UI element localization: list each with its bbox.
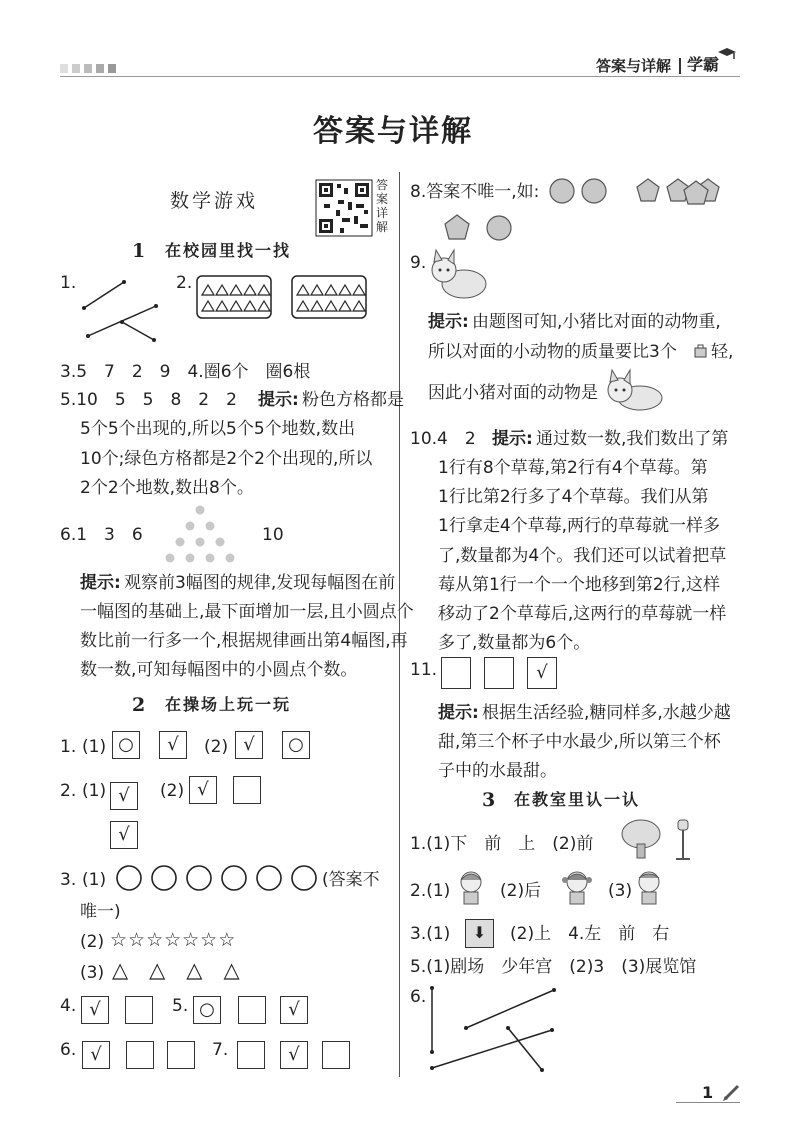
p7-box-2: √ bbox=[280, 1041, 308, 1069]
p3-circles bbox=[114, 863, 324, 893]
p2-b: (2) bbox=[160, 781, 185, 801]
s6-matching-lines bbox=[420, 980, 570, 1080]
p1-box-4: ○ bbox=[282, 731, 310, 759]
header-squares bbox=[60, 64, 120, 74]
corgi-dog-icon bbox=[426, 248, 492, 304]
r9-hint-l1: 由题图可知,小猪比对面的动物重, bbox=[472, 312, 721, 332]
qr-code-icon bbox=[316, 180, 374, 236]
s5-answers: 5.(1)剧场 少年宫 (2)3 (3)展览馆 bbox=[410, 957, 697, 977]
r9-hint-l2: 所以对面的小动物的质量要比3个 bbox=[428, 342, 677, 362]
p7-box-3 bbox=[322, 1041, 350, 1069]
r11-box-2 bbox=[484, 657, 514, 689]
p1-b: (2) bbox=[204, 737, 229, 757]
p4-label: 4. bbox=[60, 996, 77, 1016]
q2-triangle-grid-2 bbox=[291, 275, 367, 319]
lesson-2-title: 在操场上玩一玩 bbox=[165, 695, 292, 714]
header-label: 答案与详解 bbox=[596, 57, 672, 75]
r8-answer: 8.答案不唯一,如: bbox=[410, 182, 540, 202]
p3-note1: (答案不 bbox=[322, 870, 380, 890]
p4-box-1: √ bbox=[81, 996, 109, 1024]
q6-hint-l3: 数比前一行多一个,根据规律画出第4幅图,再 bbox=[80, 631, 408, 651]
r10-hint-l6: 莓从第1行一个一个地移到第2行,这样 bbox=[438, 575, 721, 595]
s3-a: 3.(1) bbox=[410, 924, 451, 944]
q2-triangle-grid-1 bbox=[196, 275, 272, 319]
r9-label: 9. bbox=[410, 253, 427, 273]
p7-label: 7. bbox=[212, 1040, 229, 1060]
r11-hint-l2: 甜,第三个杯子中水最少,所以第三个杯 bbox=[438, 732, 721, 752]
header-divider bbox=[679, 58, 681, 74]
q5-line1: 5.10 5 5 8 2 2 bbox=[60, 390, 237, 410]
r11-hint-label: 提示: bbox=[438, 703, 479, 723]
p1-label: 1. bbox=[60, 737, 77, 757]
page-title: 答案与详解 bbox=[313, 114, 473, 149]
p2-box-4 bbox=[233, 776, 261, 804]
p1-box-3: √ bbox=[235, 731, 263, 759]
r10-answers: 10.4 2 bbox=[410, 429, 476, 449]
p6-label: 6. bbox=[60, 1040, 77, 1060]
lesson-1-title: 在校园里找一找 bbox=[165, 241, 292, 260]
q5-line3: 10个;绿色方格都是2个2个出现的,所以 bbox=[80, 449, 373, 469]
page-number: 1 bbox=[702, 1083, 714, 1102]
r10-hint-l4: 1行拿走4个草莓,两行的草莓就一样多 bbox=[438, 516, 721, 536]
s3-b: (2)上 4.左 前 右 bbox=[510, 924, 670, 944]
q5-line2: 5个5个出现的,所以5个5个地数,数出 bbox=[80, 419, 356, 439]
p3-label: 3. bbox=[60, 870, 77, 890]
q6-hint-l2: 一幅图的基础上,最下面增加一层,且小圆点个 bbox=[80, 602, 414, 622]
lesson-3-title: 在教室里认一认 bbox=[514, 790, 641, 809]
p5-box-3: √ bbox=[280, 996, 308, 1024]
r8-pentagon-extra bbox=[682, 179, 712, 207]
qr-label: 答案详解 bbox=[376, 178, 389, 234]
q1-label: 1. bbox=[60, 273, 77, 293]
r9-hint-l2-end: 轻, bbox=[711, 342, 734, 362]
pencil-icon bbox=[722, 1082, 742, 1102]
p6-box-3 bbox=[167, 1041, 195, 1069]
p3-note2: 唯一) bbox=[80, 902, 121, 922]
r10-hint-l5: 了,数量都为4个。我们还可以试着把草 bbox=[438, 546, 727, 566]
p3-a: (1) bbox=[82, 870, 107, 890]
p5-label: 5. bbox=[172, 996, 189, 1016]
child-girl-icon bbox=[456, 868, 486, 906]
p3-b: (2) bbox=[80, 932, 105, 952]
r11-hint-l1: 根据生活经验,糖同样多,水越少越 bbox=[482, 703, 731, 723]
p1-box-2: √ bbox=[159, 731, 187, 759]
s3-arrow-box: ⬇ bbox=[465, 919, 494, 948]
q6-answers: 6.1 3 6 bbox=[60, 525, 143, 545]
section-name: 数学游戏 bbox=[170, 190, 259, 212]
q6-answer-10: 10 bbox=[262, 525, 284, 545]
s6-label: 6. bbox=[410, 987, 427, 1007]
p1-box-1: ○ bbox=[112, 731, 140, 759]
r9-hint-label: 提示: bbox=[428, 312, 469, 332]
q5-hint-rest: 粉色方格都是 bbox=[302, 390, 404, 410]
p4-box-2 bbox=[125, 996, 153, 1024]
p3-triangles: △ △ △ △ bbox=[112, 958, 240, 982]
r9-hint-l3: 因此小猪对面的动物是 bbox=[428, 383, 598, 403]
p2-label: 2. bbox=[60, 781, 77, 801]
q6-hint-l1: 观察前3幅图的规律,发现每幅图在前 bbox=[124, 573, 396, 593]
s2-c: (3) bbox=[608, 881, 633, 901]
s2-a: 2.(1) bbox=[410, 881, 451, 901]
p5-box-1: ○ bbox=[193, 996, 221, 1024]
r11-box-1 bbox=[441, 657, 471, 689]
r10-hint-l2: 1行有8个草莓,第2行有4个草莓。第 bbox=[438, 458, 708, 478]
q5-hint-label: 提示: bbox=[258, 390, 299, 410]
header-brand: 学霸 bbox=[687, 55, 720, 74]
s2-b: (2)后 bbox=[500, 881, 542, 901]
r11-box-3: √ bbox=[527, 657, 557, 689]
p2-box-2: √ bbox=[110, 821, 138, 849]
p2-box-3: √ bbox=[189, 776, 217, 804]
p2-box-1: √ bbox=[110, 782, 138, 810]
r10-hint-l7: 移动了2个草莓后,这两行的草莓就一样 bbox=[438, 604, 727, 624]
p3-c: (3) bbox=[80, 963, 105, 983]
q2-label: 2. bbox=[176, 273, 193, 293]
corgi-dog-answer-icon bbox=[600, 368, 668, 416]
r11-label: 11. bbox=[410, 660, 438, 680]
r10-hint-l3: 1行比第2行多了4个草莓。我们从第 bbox=[438, 487, 709, 507]
lamp-post-icon bbox=[672, 818, 696, 862]
child-boy-icon bbox=[634, 868, 664, 906]
lesson-1-number: 1 bbox=[132, 240, 146, 262]
p5-box-2 bbox=[238, 996, 266, 1024]
graduation-cap-icon bbox=[716, 46, 738, 62]
p2-a: (1) bbox=[82, 781, 107, 801]
p3-stars: ☆☆☆☆☆☆☆ bbox=[110, 929, 237, 951]
p1-a: (1) bbox=[82, 737, 107, 757]
weight-icon bbox=[694, 344, 708, 358]
r10-hint-label: 提示: bbox=[492, 429, 533, 449]
child-pigtails-icon bbox=[560, 868, 594, 906]
r11-hint-l3: 子中的水最甜。 bbox=[438, 761, 557, 781]
q6-hint-l4: 数一数,可知每幅图中的小圆点个数。 bbox=[80, 660, 358, 680]
r10-hint-l1: 通过数一数,我们数出了第 bbox=[536, 429, 729, 449]
column-divider bbox=[399, 172, 400, 1077]
q1-matching-lines bbox=[70, 270, 170, 350]
r8-shapes-row2 bbox=[443, 213, 523, 245]
lesson-2-number: 2 bbox=[132, 694, 146, 716]
p6-box-1: √ bbox=[82, 1041, 110, 1069]
lesson-3-number: 3 bbox=[482, 789, 496, 811]
q5-line4: 2个2个地数,数出8个。 bbox=[80, 478, 254, 498]
s1-answers: 1.(1)下 前 上 (2)前 bbox=[410, 834, 594, 854]
q3-4-answers: 3.5 7 2 9 4.圈6个 圈6根 bbox=[60, 362, 311, 382]
tree-icon bbox=[620, 818, 662, 860]
q6-dot-triangle bbox=[150, 500, 250, 570]
q6-hint-label: 提示: bbox=[80, 573, 121, 593]
p6-box-2 bbox=[126, 1041, 154, 1069]
r10-hint-l8: 多了,数量都为6个。 bbox=[438, 633, 591, 653]
p7-box-1 bbox=[237, 1041, 265, 1069]
